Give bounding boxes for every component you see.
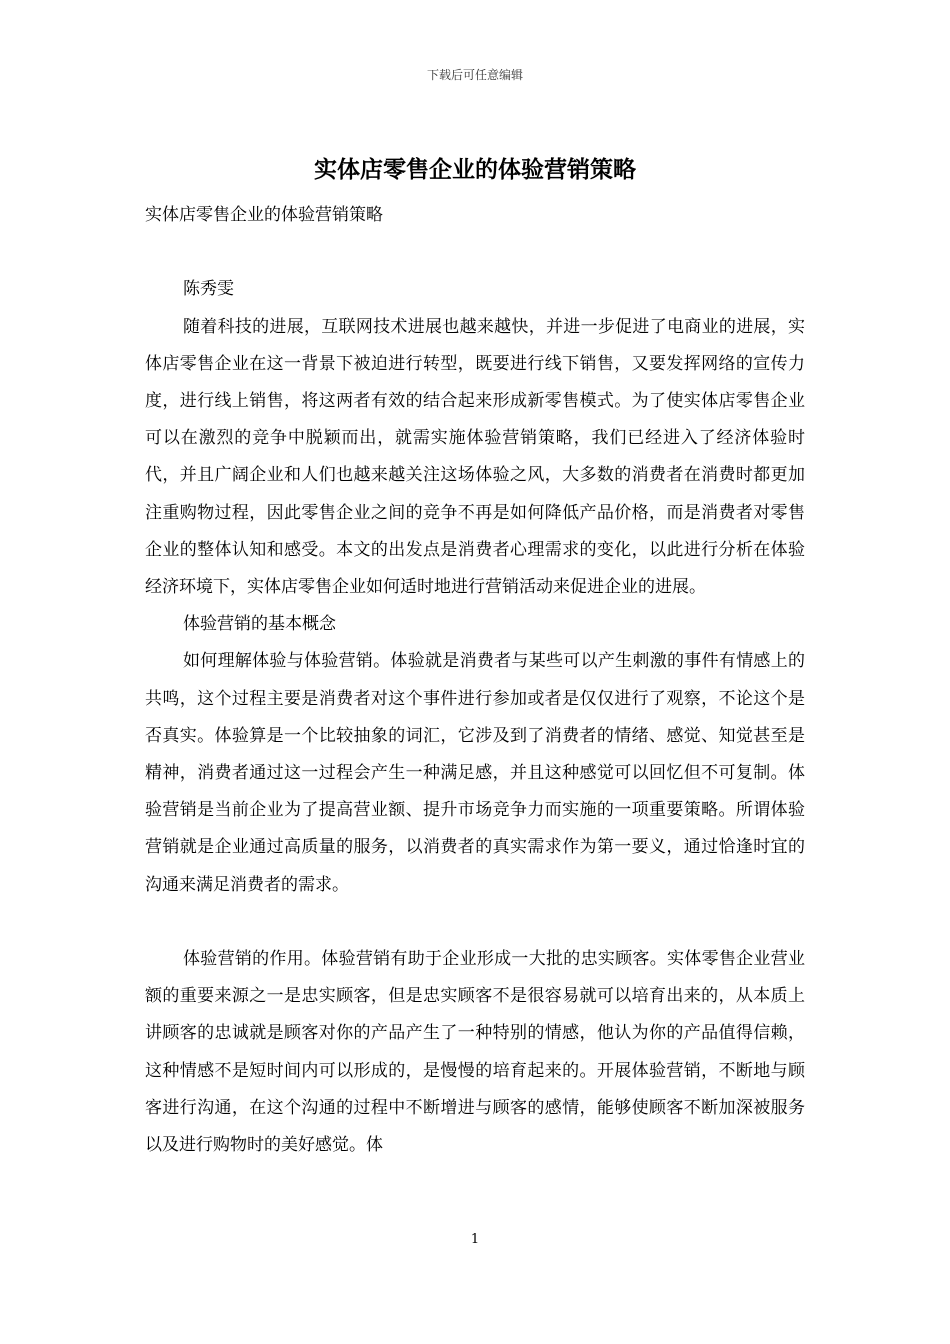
author-name: 陈秀雯 bbox=[183, 279, 234, 300]
paragraph-intro: 随着科技的进展，互联网技术进展也越来越快，并进一步促进了电商业的进展，实体店零售企业在这一背景下被迫进行转型，既要进行线下销售，又要发挥网络的宣传力度，进行线上销售，将这两者有效的结合起来形成新零售模式。为了使实体店零售企业可以在激烈的竞争中脱颖而出，就需实施体验营销策略，我们已经进入了经济体验时代，并且广阔企业和人们也越来越关注这场体验之风，大多数的消费者在消费时都更加注重购物过程，因此零售企业之间的竞争不再是如何降低产品价格，而是消费者对零售企业的整体认知和感受。本文的出发点是消费者心理需求的变化，以此进行分析在体验经济环境下，实体店零售企业如何适时地进行营销活动来促进企业的进展。 bbox=[145, 316, 805, 598]
document-body bbox=[145, 197, 805, 1164]
document-subtitle: 实体店零售企业的体验营销策略 bbox=[145, 205, 383, 225]
document-title: 实体店零售企业的体验营销策略 bbox=[314, 156, 636, 183]
blank-line bbox=[145, 904, 805, 941]
blank-line bbox=[145, 234, 805, 271]
header-note: 下载后可任意编辑 bbox=[426, 68, 523, 82]
page-number: 1 bbox=[470, 1232, 480, 1247]
paragraph-role: 体验营销的作用。体验营销有助于企业形成一大批的忠实顾客。实体零售企业营业额的重要来源之一是忠实顾客，但是忠实顾客不是很容易就可以培育出来的，从本质上讲顾客的忠诚就是顾客对你的产品产生了一种特别的情感，他认为你的产品值得信赖，这种情感不是短时间内可以形成的，是慢慢的培育起来的。开展体验营销，不断地与顾客进行沟通，在这个沟通的过程中不断增进与顾客的感情，能够使顾客不断加深被服务以及进行购物时的美好感觉。体 bbox=[145, 949, 805, 1156]
paragraph-concept: 如何理解体验与体验营销。体验就是消费者与某些可以产生刺激的事件有情感上的共鸣，这个过程主要是消费者对这个事件进行参加或者是仅仅进行了观察，不论这个是否真实。体验算是一个比较抽象的词汇，它涉及到了消费者的情绪、感觉、知觉甚至是精神，消费者通过这一过程会产生一种满足感，并且这种感觉可以回忆但不可复制。体验营销是当前企业为了提高营业额、提升市场竞争力而实施的一项重要策略。所谓体验营销就是企业通过高质量的服务，以消费者的真实需求作为第一要义，通过恰逢时宜的沟通来满足消费者的需求。 bbox=[145, 651, 805, 895]
section-heading-basic-concept: 体验营销的基本概念 bbox=[183, 614, 336, 635]
